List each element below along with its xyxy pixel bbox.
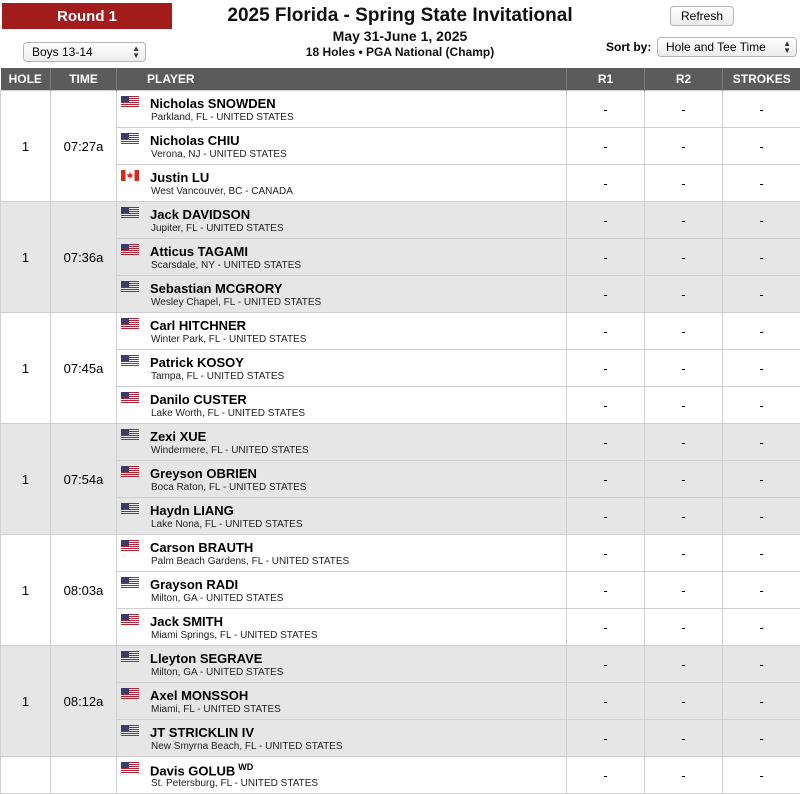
table-row [1, 165, 800, 202]
division-select[interactable] [23, 42, 146, 62]
player-name-text: Patrick KOSOY [150, 355, 244, 370]
table-row [1, 387, 800, 424]
r1-score: - [567, 350, 645, 387]
us-flag-icon [121, 577, 139, 588]
division-select-value: Boys 13-14 [32, 45, 93, 59]
us-flag-icon [121, 614, 139, 625]
player-name[interactable] [150, 614, 223, 629]
strokes-score: - [723, 424, 800, 461]
r1-score: - [567, 535, 645, 572]
table-header-row [1, 68, 800, 91]
player-name-text: Grayson RADI [150, 577, 238, 592]
table-row [1, 202, 800, 239]
table-row [1, 646, 800, 683]
player-name[interactable] [150, 207, 250, 222]
player-name[interactable] [150, 244, 248, 259]
player-cell [117, 165, 567, 202]
r2-score: - [645, 757, 723, 794]
table-row [1, 91, 800, 128]
player-cell [117, 572, 567, 609]
table-row [1, 461, 800, 498]
us-flag-icon [121, 133, 139, 144]
player-location: Windermere, FL - UNITED STATES [151, 445, 309, 456]
r2-score: - [645, 572, 723, 609]
table-row [1, 128, 800, 165]
r2-score: - [645, 239, 723, 276]
player-cell [117, 276, 567, 313]
table-row [1, 609, 800, 646]
strokes-score: - [723, 313, 800, 350]
r1-score: - [567, 276, 645, 313]
r2-score: - [645, 683, 723, 720]
player-name[interactable] [150, 651, 262, 666]
player-location: St. Petersburg, FL - UNITED STATES [151, 778, 318, 789]
sort-select-value: Hole and Tee Time [666, 40, 766, 54]
player-name[interactable] [150, 429, 206, 444]
r2-score: - [645, 276, 723, 313]
r1-score: - [567, 91, 645, 128]
us-flag-icon [121, 651, 139, 662]
player-location: Miami Springs, FL - UNITED STATES [151, 630, 318, 641]
page-header [0, 0, 800, 68]
player-cell [117, 609, 567, 646]
player-name-text: Jack DAVIDSON [150, 207, 250, 222]
player-name[interactable] [150, 133, 240, 148]
hole-cell: 1 [1, 646, 51, 757]
table-row [1, 313, 800, 350]
strokes-score: - [723, 461, 800, 498]
hole-cell [1, 757, 51, 794]
r2-score: - [645, 609, 723, 646]
strokes-score: - [723, 91, 800, 128]
player-location: Jupiter, FL - UNITED STATES [151, 223, 284, 234]
r1-score: - [567, 239, 645, 276]
player-name[interactable] [150, 281, 282, 296]
player-cell [117, 387, 567, 424]
tee-time-cell: 07:45a [51, 313, 117, 424]
tee-time-cell: 07:27a [51, 91, 117, 202]
player-cell [117, 350, 567, 387]
refresh-button[interactable]: Refresh [670, 6, 734, 26]
strokes-score: - [723, 572, 800, 609]
player-cell [117, 313, 567, 350]
col-header-player[interactable]: PLAYER [117, 68, 567, 91]
course-info: 18 Holes • PGA National (Champ) [0, 45, 800, 59]
player-cell [117, 535, 567, 572]
strokes-score: - [723, 535, 800, 572]
strokes-score: - [723, 498, 800, 535]
col-header-hole[interactable]: HOLE [1, 68, 51, 91]
r2-score: - [645, 387, 723, 424]
r1-score: - [567, 202, 645, 239]
player-location: Boca Raton, FL - UNITED STATES [151, 482, 306, 493]
r2-score: - [645, 350, 723, 387]
r1-score: - [567, 165, 645, 202]
player-location: Verona, NJ - UNITED STATES [151, 149, 287, 160]
player-location: West Vancouver, BC - CANADA [151, 186, 293, 197]
player-name[interactable] [150, 688, 248, 703]
player-name-text: Lleyton SEGRAVE [150, 651, 262, 666]
table-row [1, 720, 800, 757]
r2-score: - [645, 720, 723, 757]
player-name-text: Justin LU [150, 170, 209, 185]
us-flag-icon [121, 725, 139, 736]
player-cell [117, 646, 567, 683]
player-name-text: Carson BRAUTH [150, 540, 253, 555]
r1-score: - [567, 313, 645, 350]
strokes-score: - [723, 128, 800, 165]
player-name[interactable] [150, 318, 246, 333]
player-location: Lake Worth, FL - UNITED STATES [151, 408, 305, 419]
strokes-score: - [723, 609, 800, 646]
player-name-text: Zexi XUE [150, 429, 206, 444]
us-flag-icon [121, 207, 139, 218]
player-name-text: Carl HITCHNER [150, 318, 246, 333]
r2-score: - [645, 646, 723, 683]
r2-score: - [645, 91, 723, 128]
table-body [1, 91, 800, 794]
event-dates: May 31-June 1, 2025 [0, 28, 800, 44]
player-location: Miami, FL - UNITED STATES [151, 704, 281, 715]
table-row [1, 498, 800, 535]
table-row [1, 424, 800, 461]
col-header-time[interactable]: TIME [51, 68, 117, 91]
player-name-text: JT STRICKLIN IV [150, 725, 254, 740]
player-name-text: Nicholas CHIU [150, 133, 240, 148]
strokes-score: - [723, 350, 800, 387]
col-header-strokes[interactable]: STROKES [723, 68, 800, 91]
r2-score: - [645, 498, 723, 535]
r2-score: - [645, 128, 723, 165]
strokes-score: - [723, 239, 800, 276]
player-name[interactable] [150, 577, 238, 592]
us-flag-icon [121, 762, 139, 773]
strokes-score: - [723, 646, 800, 683]
us-flag-icon [121, 281, 139, 292]
player-name-text: Atticus TAGAMI [150, 244, 248, 259]
player-cell [117, 461, 567, 498]
r1-score: - [567, 683, 645, 720]
player-location: Scarsdale, NY - UNITED STATES [151, 260, 301, 271]
table-row [1, 535, 800, 572]
tee-time-cell: 07:54a [51, 424, 117, 535]
r2-score: - [645, 165, 723, 202]
us-flag-icon [121, 318, 139, 329]
r1-score: - [567, 720, 645, 757]
r2-score: - [645, 424, 723, 461]
r1-score: - [567, 128, 645, 165]
player-location: Tampa, FL - UNITED STATES [151, 371, 284, 382]
us-flag-icon [121, 429, 139, 440]
strokes-score: - [723, 276, 800, 313]
hole-cell: 1 [1, 313, 51, 424]
strokes-score: - [723, 165, 800, 202]
r1-score: - [567, 646, 645, 683]
strokes-score: - [723, 202, 800, 239]
player-cell [117, 239, 567, 276]
hole-cell: 1 [1, 424, 51, 535]
player-location: Winter Park, FL - UNITED STATES [151, 334, 306, 345]
strokes-score: - [723, 757, 800, 794]
select-arrows-icon: ▲ ▼ [132, 45, 140, 59]
withdrawn-badge: WD [238, 762, 253, 772]
us-flag-icon [121, 355, 139, 366]
player-cell [117, 720, 567, 757]
r2-score: - [645, 535, 723, 572]
player-name[interactable] [150, 503, 234, 518]
strokes-score: - [723, 720, 800, 757]
hole-cell: 1 [1, 91, 51, 202]
us-flag-icon [121, 540, 139, 551]
player-location: Palm Beach Gardens, FL - UNITED STATES [151, 556, 349, 567]
player-cell [117, 498, 567, 535]
player-location: Milton, GA - UNITED STATES [151, 593, 283, 604]
player-name-text: Sebastian MCGRORY [150, 281, 282, 296]
us-flag-icon [121, 392, 139, 403]
player-name-text: Haydn LIANG [150, 503, 234, 518]
hole-cell: 1 [1, 202, 51, 313]
player-name-text: Jack SMITH [150, 614, 223, 629]
us-flag-icon [121, 466, 139, 477]
r1-score: - [567, 424, 645, 461]
player-name-text: Greyson OBRIEN [150, 466, 257, 481]
player-name[interactable] [150, 540, 253, 555]
r1-score: - [567, 572, 645, 609]
us-flag-icon [121, 244, 139, 255]
player-location: Parkland, FL - UNITED STATES [151, 112, 294, 123]
col-header-r1[interactable]: R1 [567, 68, 645, 91]
tee-times-table [0, 68, 800, 794]
table-row [1, 572, 800, 609]
player-name-text: Axel MONSSOH [150, 688, 248, 703]
sort-label: Sort by: [606, 40, 651, 54]
player-location: Milton, GA - UNITED STATES [151, 667, 283, 678]
player-location: Wesley Chapel, FL - UNITED STATES [151, 297, 321, 308]
round-tab[interactable]: Round 1 [2, 3, 172, 29]
r1-score: - [567, 387, 645, 424]
r2-score: - [645, 202, 723, 239]
r1-score: - [567, 461, 645, 498]
player-name[interactable] [150, 392, 247, 407]
tee-time-cell [51, 757, 117, 794]
canada-flag-icon [121, 170, 139, 181]
r1-score: - [567, 498, 645, 535]
player-cell [117, 91, 567, 128]
tee-time-cell: 08:03a [51, 535, 117, 646]
table-row [1, 683, 800, 720]
player-name[interactable] [150, 725, 254, 740]
sort-select[interactable] [657, 37, 797, 57]
strokes-score: - [723, 387, 800, 424]
hole-cell: 1 [1, 535, 51, 646]
player-cell [117, 128, 567, 165]
player-name-text: Nicholas SNOWDEN [150, 96, 276, 111]
r1-score: - [567, 609, 645, 646]
table-row [1, 757, 800, 794]
table-row [1, 350, 800, 387]
us-flag-icon [121, 96, 139, 107]
player-name-text: Danilo CUSTER [150, 392, 247, 407]
player-name[interactable] [150, 170, 209, 185]
us-flag-icon [121, 503, 139, 514]
player-location: New Smyrna Beach, FL - UNITED STATES [151, 741, 343, 752]
tee-time-cell: 07:36a [51, 202, 117, 313]
table-row [1, 276, 800, 313]
page-title: 2025 Florida - Spring State Invitational [0, 5, 800, 27]
r2-score: - [645, 313, 723, 350]
select-arrows-icon: ▲ ▼ [783, 40, 791, 54]
player-name-text: Davis GOLUB [150, 763, 235, 778]
player-name[interactable] [150, 762, 253, 778]
tee-time-cell: 08:12a [51, 646, 117, 757]
strokes-score: - [723, 683, 800, 720]
player-name[interactable] [150, 466, 257, 481]
col-header-r2[interactable]: R2 [645, 68, 723, 91]
r2-score: - [645, 461, 723, 498]
player-name[interactable] [150, 96, 276, 111]
player-cell [117, 757, 567, 794]
player-cell [117, 424, 567, 461]
us-flag-icon [121, 688, 139, 699]
table-row [1, 239, 800, 276]
r1-score: - [567, 757, 645, 794]
player-cell [117, 683, 567, 720]
player-cell [117, 202, 567, 239]
player-name[interactable] [150, 355, 244, 370]
player-location: Lake Nona, FL - UNITED STATES [151, 519, 303, 530]
